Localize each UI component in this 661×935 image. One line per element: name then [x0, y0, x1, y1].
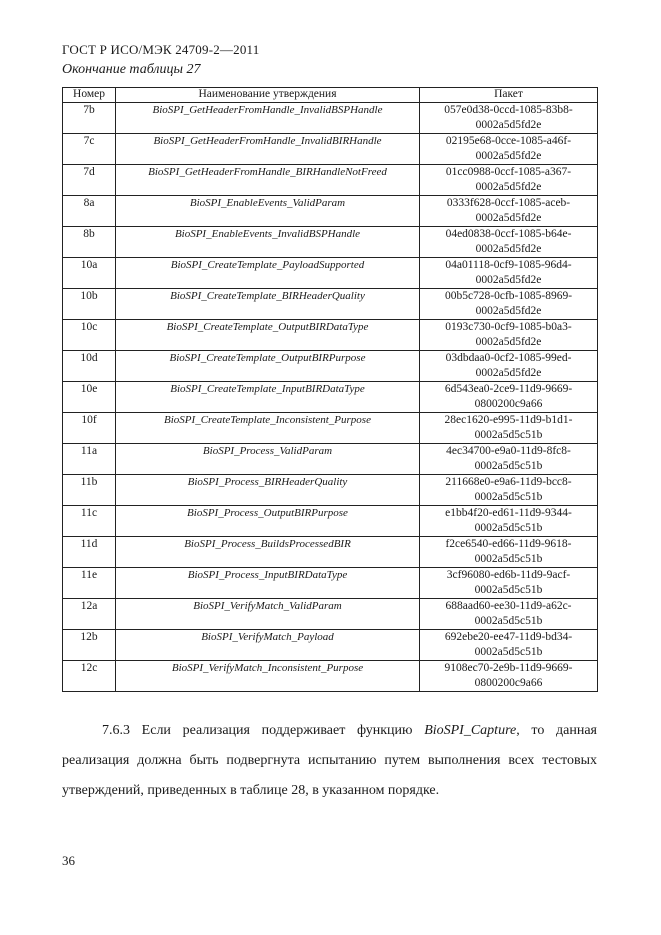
packet-line-1: 28ec1620-e995-11d9-b1d1- [444, 414, 573, 426]
row-packet [420, 196, 598, 227]
row-packet [420, 537, 598, 568]
column-header-packet: Пакет [420, 88, 598, 103]
packet-line-1: 0333f628-0ccf-1085-aceb- [446, 197, 571, 209]
table-caption: Окончание таблицы 27 [62, 62, 201, 77]
document-header-title: ГОСТ Р ИСО/МЭК 24709-2—2011 [62, 42, 260, 57]
column-header-statement-name: Наименование утверждения [116, 88, 420, 103]
row-packet [420, 630, 598, 661]
row-packet [420, 320, 598, 351]
table-row [63, 320, 598, 351]
table-body [63, 103, 598, 692]
paragraph-prefix: 7.6.3 Если реализация поддерживает функцию [102, 723, 425, 738]
row-packet [420, 289, 598, 320]
row-statement-name: BioSPI_CreateTemplate_PayloadSupported [116, 258, 420, 289]
row-number: 10d [63, 351, 116, 382]
page-number: 36 [62, 853, 75, 868]
row-statement-name: BioSPI_VerifyMatch_Payload [116, 630, 420, 661]
row-statement-name: BioSPI_VerifyMatch_Inconsistent_Purpose [116, 661, 420, 692]
packet-line-1: 692ebe20-ee47-11d9-bd34- [444, 631, 573, 643]
table-row [63, 258, 598, 289]
packet-line-1: 4ec34700-e9a0-11d9-8fc8- [446, 445, 571, 457]
row-number: 11b [63, 475, 116, 506]
table-row [63, 506, 598, 537]
table-row [63, 413, 598, 444]
row-statement-name: BioSPI_Process_BuildsProcessedBIR [116, 537, 420, 568]
row-number: 8a [63, 196, 116, 227]
packet-line-1: 00b5c728-0cfb-1085-8969- [444, 290, 573, 302]
row-packet [420, 258, 598, 289]
packet-line-2: 0002a5d5fd2e [475, 367, 542, 379]
packet-line-2: 0002a5d5c51b [474, 491, 543, 503]
table-row [63, 165, 598, 196]
packet-line-2: 0002a5d5c51b [474, 553, 543, 565]
table-row [63, 444, 598, 475]
row-number: 12c [63, 661, 116, 692]
row-number: 10b [63, 289, 116, 320]
packet-line-1: 9108ec70-2e9b-11d9-9669- [444, 662, 573, 674]
paragraph-suffix: , то данная реализация должна быть подвергнута испытанию путем выполнения всех тестовых утверждений, приведенных в таблице 28, в указанном порядке. [62, 723, 597, 798]
row-packet [420, 351, 598, 382]
paragraph-7-6-3 [62, 716, 597, 806]
packet-line-1: 688aad60-ee30-11d9-a62c- [445, 600, 572, 612]
packet-line-2: 0002a5d5fd2e [475, 274, 542, 286]
statements-table [62, 87, 598, 692]
packet-line-2: 0002a5d5c51b [474, 646, 543, 658]
table-row [63, 568, 598, 599]
packet-line-2: 0002a5d5fd2e [475, 119, 542, 131]
row-statement-name: BioSPI_Process_OutputBIRPurpose [116, 506, 420, 537]
row-packet [420, 382, 598, 413]
packet-line-2: 0002a5d5fd2e [475, 181, 542, 193]
table-row [63, 134, 598, 165]
table-row [63, 537, 598, 568]
row-packet [420, 661, 598, 692]
packet-line-2: 0800200c9a66 [474, 677, 543, 689]
row-number: 11c [63, 506, 116, 537]
packet-line-1: 03dbdaa0-0cf2-1085-99ed- [445, 352, 572, 364]
row-statement-name: BioSPI_GetHeaderFromHandle_InvalidBIRHandle [116, 134, 420, 165]
table-row [63, 475, 598, 506]
row-number: 11d [63, 537, 116, 568]
row-statement-name: BioSPI_VerifyMatch_ValidParam [116, 599, 420, 630]
packet-line-1: 0193c730-0cf9-1085-b0a3- [445, 321, 572, 333]
table-row [63, 289, 598, 320]
row-statement-name: BioSPI_Process_ValidParam [116, 444, 420, 475]
packet-line-1: 057e0d38-0ccd-1085-83b8- [444, 104, 573, 116]
column-header-number: Номер [63, 88, 116, 103]
row-packet [420, 475, 598, 506]
table-row [63, 661, 598, 692]
packet-line-1: 02195e68-0cce-1085-a46f- [445, 135, 572, 147]
paragraph-function-name: BioSPI_Capture [424, 723, 517, 738]
row-packet [420, 165, 598, 196]
row-number: 11e [63, 568, 116, 599]
row-packet [420, 227, 598, 258]
row-statement-name: BioSPI_GetHeaderFromHandle_BIRHandleNotFreed [116, 165, 420, 196]
packet-line-2: 0002a5d5fd2e [475, 305, 542, 317]
packet-line-2: 0002a5d5fd2e [475, 243, 542, 255]
packet-line-2: 0002a5d5c51b [474, 584, 543, 596]
row-statement-name: BioSPI_CreateTemplate_Inconsistent_Purpose [116, 413, 420, 444]
row-statement-name: BioSPI_CreateTemplate_OutputBIRPurpose [116, 351, 420, 382]
table-row [63, 630, 598, 661]
packet-line-1: 04a01118-0cf9-1085-96d4- [445, 259, 572, 271]
row-statement-name: BioSPI_CreateTemplate_OutputBIRDataType [116, 320, 420, 351]
row-statement-name: BioSPI_GetHeaderFromHandle_InvalidBSPHandle [116, 103, 420, 134]
packet-line-1: 01cc0988-0ccf-1085-a367- [445, 166, 572, 178]
row-number: 12b [63, 630, 116, 661]
packet-line-1: 6d543ea0-2ce9-11d9-9669- [444, 383, 573, 395]
row-statement-name: BioSPI_CreateTemplate_BIRHeaderQuality [116, 289, 420, 320]
packet-line-1: 211668e0-e9a6-11d9-bcc8- [445, 476, 572, 488]
packet-line-1: e1bb4f20-ed61-11d9-9344- [445, 507, 572, 519]
table-row [63, 382, 598, 413]
row-number: 12a [63, 599, 116, 630]
row-statement-name: BioSPI_EnableEvents_InvalidBSPHandle [116, 227, 420, 258]
row-packet [420, 506, 598, 537]
row-number: 8b [63, 227, 116, 258]
row-number: 7c [63, 134, 116, 165]
table-row [63, 351, 598, 382]
packet-line-2: 0002a5d5c51b [474, 615, 543, 627]
row-packet [420, 103, 598, 134]
row-number: 7d [63, 165, 116, 196]
row-number: 10f [63, 413, 116, 444]
row-number: 10a [63, 258, 116, 289]
table-row [63, 103, 598, 134]
packet-line-1: 04ed0838-0ccf-1085-b64e- [445, 228, 572, 240]
packet-line-2: 0002a5d5c51b [474, 522, 543, 534]
table-row [63, 227, 598, 258]
row-number: 11a [63, 444, 116, 475]
packet-line-2: 0002a5d5c51b [474, 429, 543, 441]
table-row [63, 196, 598, 227]
packet-line-2: 0002a5d5fd2e [475, 336, 542, 348]
row-packet [420, 134, 598, 165]
row-number: 10e [63, 382, 116, 413]
packet-line-2: 0002a5d5fd2e [475, 150, 542, 162]
row-statement-name: BioSPI_Process_InputBIRDataType [116, 568, 420, 599]
row-packet [420, 599, 598, 630]
row-statement-name: BioSPI_Process_BIRHeaderQuality [116, 475, 420, 506]
row-packet [420, 413, 598, 444]
row-packet [420, 444, 598, 475]
packet-line-2: 0002a5d5fd2e [475, 212, 542, 224]
table-header-row [63, 88, 598, 103]
row-number: 10c [63, 320, 116, 351]
row-statement-name: BioSPI_CreateTemplate_InputBIRDataType [116, 382, 420, 413]
table-row [63, 599, 598, 630]
packet-line-1: 3cf96080-ed6b-11d9-9acf- [446, 569, 571, 581]
row-number: 7b [63, 103, 116, 134]
packet-line-2: 0002a5d5c51b [474, 460, 543, 472]
row-statement-name: BioSPI_EnableEvents_ValidParam [116, 196, 420, 227]
packet-line-2: 0800200c9a66 [474, 398, 543, 410]
row-packet [420, 568, 598, 599]
packet-line-1: f2ce6540-ed66-11d9-9618- [445, 538, 572, 550]
